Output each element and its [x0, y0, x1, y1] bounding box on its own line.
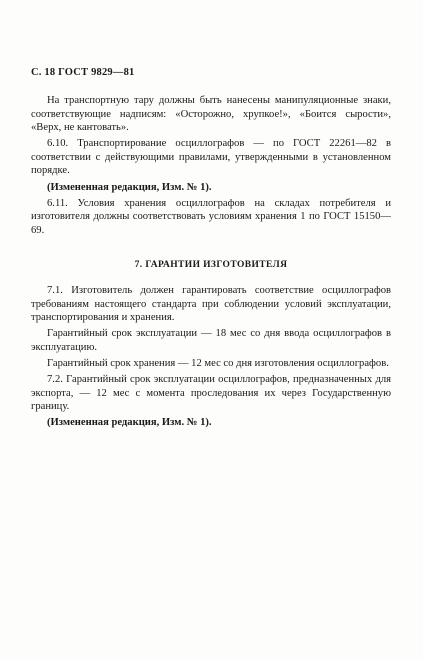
paragraph-marking: На транспортную тару должны быть нанесены манипуляционные знаки, соответствующие надписям: «Осторожно, хрупкое!», «Боится сырости», «Верх, не кантовать». [31, 95, 391, 134]
page-header: С. 18 ГОСТ 9829—81 [31, 67, 135, 78]
paragraph-7-1: 7.1. Изготовитель должен гарантировать соответствие осциллографов требованиям настоящего стандарта при соблюдении условий эксплуатации, транспортирования и хранения. [31, 285, 391, 324]
amendment-note-2: (Измененная редакция, Изм. № 1). [47, 417, 212, 429]
paragraph-warranty-storage: Гарантийный срок хранения — 12 мес со дня изготовления осциллографов. [47, 358, 389, 369]
section-title: 7. ГАРАНТИИ ИЗГОТОВИТЕЛЯ [134, 260, 288, 271]
paragraph-warranty-operation: Гарантийный срок эксплуатации — 18 мес со дня ввода осциллографов в эксплуатацию. [31, 328, 391, 353]
paragraph-6-10: 6.10. Транспортирование осциллографов — по ГОСТ 22261—82 в соответствии с действующими правилами, утвержденными в установленном порядке. [31, 138, 391, 177]
amendment-note: (Измененная редакция, Изм. № 1). [47, 181, 212, 193]
paragraph-7-2: 7.2. Гарантийный срок эксплуатации осциллографов, предназначенных для экспорта, — 12 мес с момента проследования их через Государственную границу. [31, 374, 391, 413]
document-body [31, 94, 391, 430]
paragraph-6-11: 6.11. Условия хранения осциллографов на складах потребителя и изготовителя должны соответствовать условиям хранения 1 по ГОСТ 15150—69. [31, 197, 391, 236]
